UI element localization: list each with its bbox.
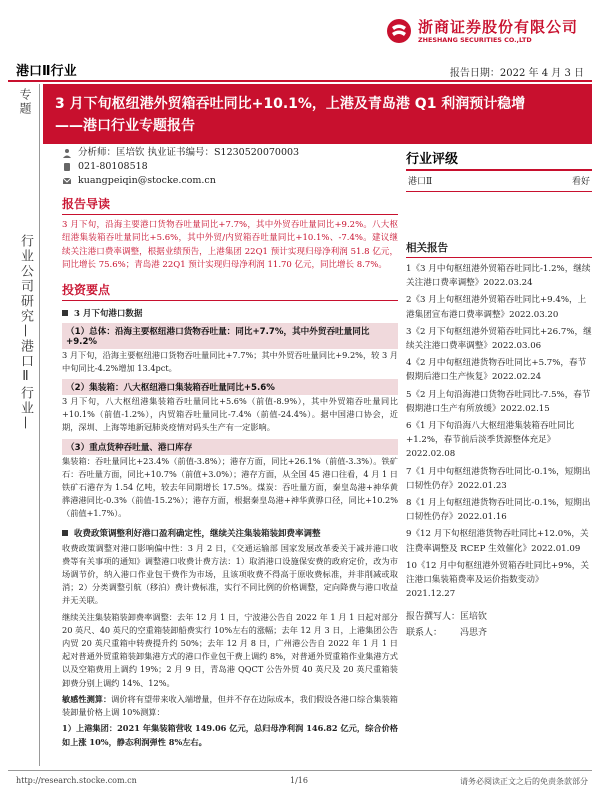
key-points-title: 投资要点 [62, 282, 111, 297]
related-item[interactable]: 10《12 月中旬枢纽港外贸箱吞吐同比+9%，关注港口集装箱费率及运价指数变动》2021.12.27 [406, 560, 589, 600]
summary-title: 报告导读 [62, 197, 111, 211]
related-title: 相关报告 [406, 240, 592, 258]
email-icon [62, 176, 72, 186]
rating-title: 行业评级 [406, 148, 592, 171]
side-series-label: 行业公司研究—港口Ⅱ行业— [18, 234, 33, 431]
phone-icon [62, 162, 72, 172]
report-title: 3 月下旬枢纽港外贸箱吞吐同比+10.1%，上港及青岛港 Q1 利润预计稳增 [55, 96, 526, 112]
related-item[interactable]: 3《2 月下旬枢纽港外贸箱吞吐同比+26.7%，继续关注港口费率调整》2022.03.06 [406, 326, 592, 352]
text-overall: 3 月下旬，沿海主要枢纽港口货物吞吐量同比+7.7%；其中外贸吞吐量同比+9.2%，较 3 月中旬同比-4.2%增加 13.4pct。 [62, 349, 398, 373]
side-band [8, 84, 43, 766]
report-authors [406, 609, 592, 641]
key-points-rule [62, 300, 398, 301]
side-special-label: 专题 [18, 88, 32, 116]
bullet-policy: 收费政策调整利好港口盈利确定性，继续关注集装箱装卸费率调整 [62, 527, 398, 539]
logo-cn: 浙商证券股份有限公司 [418, 17, 579, 36]
report-title-block [43, 84, 592, 144]
industry-label: 港口Ⅱ行业 [16, 64, 77, 79]
subhead-container: （2）集装箱：八大枢纽港口集装箱吞吐量同比+5.6% [62, 379, 398, 395]
bullet-port-data: 3 月下旬港口数据 [62, 307, 398, 319]
related-item[interactable]: 9《12 月下旬枢纽港货物吞吐同比+12.0%，关注费率调整及 RCEP 生效催化》2022.01.09 [406, 529, 589, 554]
summary-text: 3 月下旬，沿海主要港口货物吞吐量同比+7.7%，其中外贸吞吐量同比+9.2%。八大枢纽港集装箱吞吐量同比+5.6%，其中外贸/内贸箱吞吐量同比+10.1%、-7.4%。建议继续关注港口费率调整，根据业绩预告，上港集团 22Q1 预计实现归母净利润 51.8 亿元，同比增长 75.6%；青岛港 22Q1 预计实现归母净利润 11.70 亿元，同比增长 8.7%。 [62, 220, 398, 271]
rating-sector: 港口Ⅱ [408, 177, 433, 187]
logo-mark-icon [386, 18, 412, 44]
analyst-email[interactable]: kuangpeiqin@stocke.com.cn [78, 175, 216, 186]
subhead-cargo: （3）重点货种吞吐量、港口库存 [62, 439, 398, 455]
company-logo [386, 14, 596, 48]
rating-rule [406, 191, 592, 192]
main-column [62, 195, 398, 749]
author-label: 报告撰写人： [406, 612, 461, 623]
bullet-square-icon [62, 530, 68, 536]
contact-label: 联系人： [406, 628, 443, 639]
right-column [406, 148, 592, 641]
contact-name: 冯思齐 [460, 628, 488, 639]
rating-row [406, 171, 592, 190]
logo-en: ZHESHANG SECURITIES CO.,LTD [418, 35, 532, 44]
side-divider [39, 84, 40, 766]
related-item[interactable]: 1《3 月中旬枢纽港外贸箱吞吐同比-1.2%，继续关注港口费率调整》2022.03.24 [406, 264, 591, 289]
related-item[interactable]: 8《1 月上旬枢纽港货物吞吐同比-0.1%，短期出口韧性仍存》2022.01.16 [406, 498, 591, 523]
person-icon [62, 148, 72, 158]
text-rate: 继续关注集装箱装卸费率调整：去年 12 月 1 日，宁波港公告自 2022 年 1 月 1 日起对部分 20 英尺、40 英尺的空重箱装卸船费实行 10%左右的涨幅；去年 12 月 3 日，上港集团公告内贸 20 英尺重箱中转费提升约 50%；去年 12 月 8 日，广州港公告自 2022 年 1 月 1 日起对普通外贸重箱装卸集港方式的港口作业包干费上调约 8%，对普通外贸重箱作业集港方式以及空箱费用上调约 19%；2 月 9 日，青岛港 QQCT 公告外贸 40 英尺及 20 英尺重箱装卸费分别上调约 14%、12%。 [62, 611, 398, 688]
subhead-overall: （1）总体：沿海主要枢纽港口货物吞吐量：同比+7.7%，其中外贸吞吐量同比+9.2% [62, 323, 398, 349]
sensitivity-body: 调价将有望带来收入端增量，但并不存在边际成本，我们假设各港口综合集装箱装卸量价格上调 10%测算： [62, 693, 398, 718]
related-item[interactable]: 7《1 月中旬枢纽港货物吞吐同比-0.1%，短期出口韧性仍存》2022.01.23 [406, 466, 591, 491]
footer-disclaimer: 请务必阅读正文之后的免责条款部分 [460, 777, 588, 786]
text-policy: 收费政策调整对港口影响偏中性：3 月 2 日，《交通运输部 国家发展改革委关于减并港口收费等有关事项的通知》调整港口收费计费方法：1）取消港口设施保安费的政府定价，改为市场调节价，纳入港口作业包干费作为市场，且该项收费不得高于原收费标准，并非削减或取消；2）分类调整引航（移泊）费计费标准，实行不同比例的价格调整，定向降费与港口收益并无关联。 [62, 542, 398, 606]
analyst-phone: 021-80108518 [78, 161, 148, 172]
sensitivity-head: 敏感性测算： [62, 693, 112, 704]
related-item[interactable]: 6《1 月下旬沿海八大枢纽港集装箱吞吐同比+1.2%，春节前后淡季货源整体充足》2022.02.08 [406, 421, 575, 460]
header-rule [8, 80, 592, 82]
related-item[interactable]: 4《2 月中旬枢纽港货物吞吐同比+5.7%，春节假期后港口生产恢复》2022.02.24 [406, 358, 587, 383]
summary-rule [62, 214, 398, 215]
report-subtitle: ——港口行业专题报告 [55, 118, 195, 134]
text-container: 3 月下旬，八大枢纽港集装箱吞吐量同比+5.6%（前值-8.9%），其中外贸箱吞吐量同比+10.1%（前值-1.2%），内贸箱吞吐量同比-7.4%（前值-24.4%）。据中国港口协会，近期，深圳、上海等地新冠肺炎疫情对码头生产有一定影响。 [62, 396, 398, 433]
related-item[interactable]: 5《2 月上旬沿海港口货物吞吐同比-7.5%，春节假期港口生产有所放缓》2022.02.15 [406, 389, 591, 414]
text-sensitivity [62, 693, 398, 719]
page-number: 1/16 [290, 776, 308, 785]
rating-value: 看好 [571, 177, 590, 187]
related-list [406, 262, 592, 601]
footer-rule [8, 770, 592, 771]
report-date: 报告日期：2022 年 4 月 3 日 [449, 68, 584, 79]
author-name: 匡培钦 [460, 612, 488, 623]
text-cargo: 集装箱：吞吐量同比+23.4%（前值-3.8%）；港存方面，同比+26.1%（前值-3.3%）。铁矿石：吞吐量方面，同比+10.7%（前值+3.0%）；港存方面，从全国 45 港口往看，4 月 1 日铁矿石港存为 1.54 亿吨，较去年同期增长 17.5%。煤炭：吞吐量方面，秦皇岛港+神华黄骅港港同比-0.3%（前值-15.2%）；港存方面，根据秦皇岛港+神华黄骅口径，同比+10.2%（前值+1.7%）。 [62, 455, 398, 519]
text-shanggang: 1）上港集团：2021 年集装箱营收 149.06 亿元，总归母净利润 146.82 亿元，综合价格如上涨 10%，静态利润弹性 8%左右。 [62, 723, 398, 747]
footer-url[interactable]: http://research.stocke.com.cn [16, 776, 137, 785]
bullet-square-icon [62, 310, 68, 316]
analyst-block [62, 146, 299, 188]
analyst-name: 分析师：匡培钦 执业证书编号：S1230520070003 [78, 147, 300, 158]
related-item[interactable]: 2《3 月上旬枢纽港外贸箱吞吐同比+9.4%，上港集团宣布港口费率调整》2022.03.20 [406, 295, 587, 320]
